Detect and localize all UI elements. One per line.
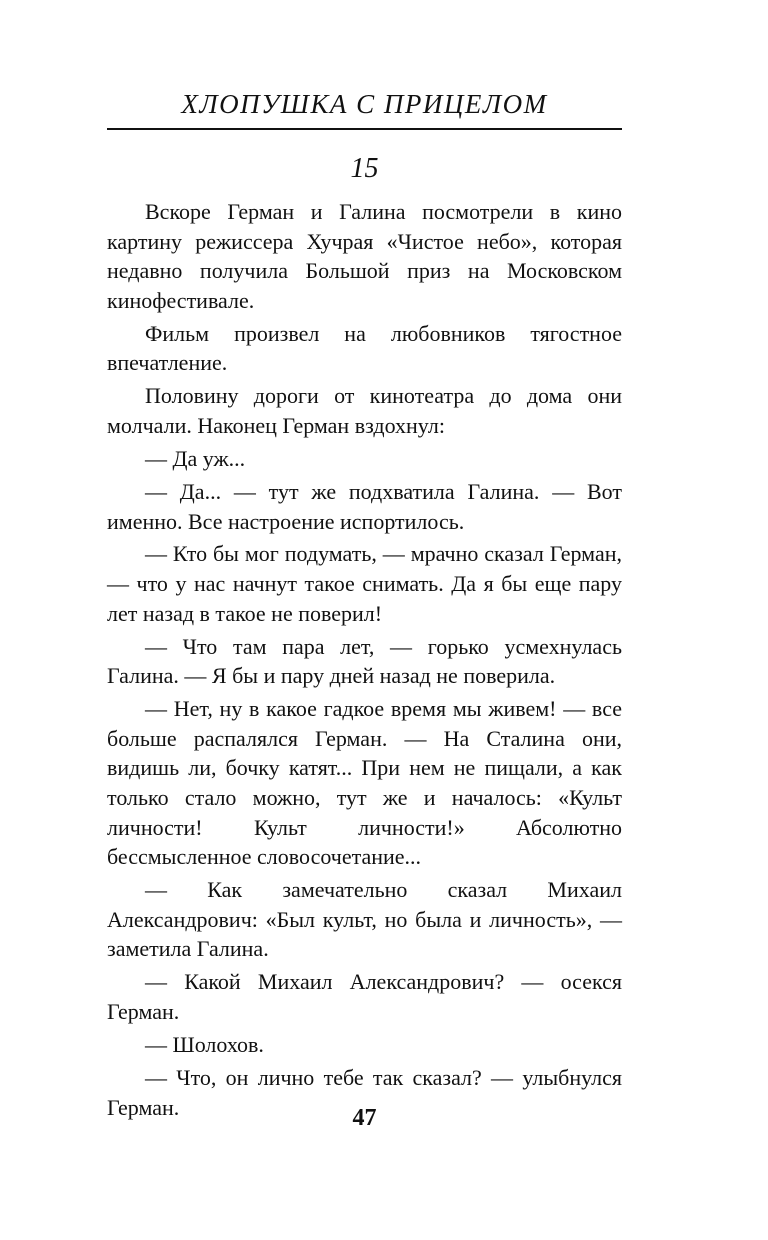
running-head: ХЛОПУШКА С ПРИЦЕЛОМ [181, 89, 548, 119]
paragraph: — Шолохов. [145, 1031, 264, 1057]
paragraph: — Что, он лично тебе так сказал? — улыбнулся Герман. [107, 1064, 622, 1120]
paragraph: — Что там пара лет, — горько усмехнулась Галина. — Я бы и пару дней назад не поверила. [107, 633, 622, 689]
paragraph: Половину дороги от кинотеатра до дома они молчали. Наконец Герман вздохнул: [107, 383, 622, 438]
header-rule [107, 128, 622, 130]
paragraph: — Как замечательно сказал Михаил Александрович: «Был культ, но была и личность», — заметила Галина. [107, 877, 622, 962]
body-text [107, 197, 622, 1126]
paragraph: — Да... — тут же подхватила Галина. — Вот именно. Все настроение испортилось. [107, 478, 622, 534]
page-number: 47 [352, 1105, 377, 1131]
paragraph: Фильм произвел на любовников тягостное впечатление. [107, 320, 622, 376]
chapter-number: 15 [350, 153, 379, 184]
paragraph: — Нет, ну в какое гадкое время мы живем! — все больше распалялся Герман. — На Сталина они, видишь ли, бочку катят... При нем не пищали, а как только стало можно, тут же и началось: «Культ личности! Культ личности!» Абсолютно бессмысленное словосочетание... [107, 696, 622, 870]
paragraph: Вскоре Герман и Галина посмотрели в кино картину режиссера Хучрая «Чистое небо», которая недавно получила Большой приз на Московском кинофестивале. [107, 199, 622, 313]
paragraph: — Кто бы мог подумать, — мрачно сказал Герман, — что у нас начнут такое снимать. Да я бы еще пару лет назад в такое не поверил! [107, 541, 622, 626]
paragraph: — Да уж... [145, 445, 246, 471]
paragraph: — Какой Михаил Александрович? — осекся Герман. [107, 969, 622, 1024]
